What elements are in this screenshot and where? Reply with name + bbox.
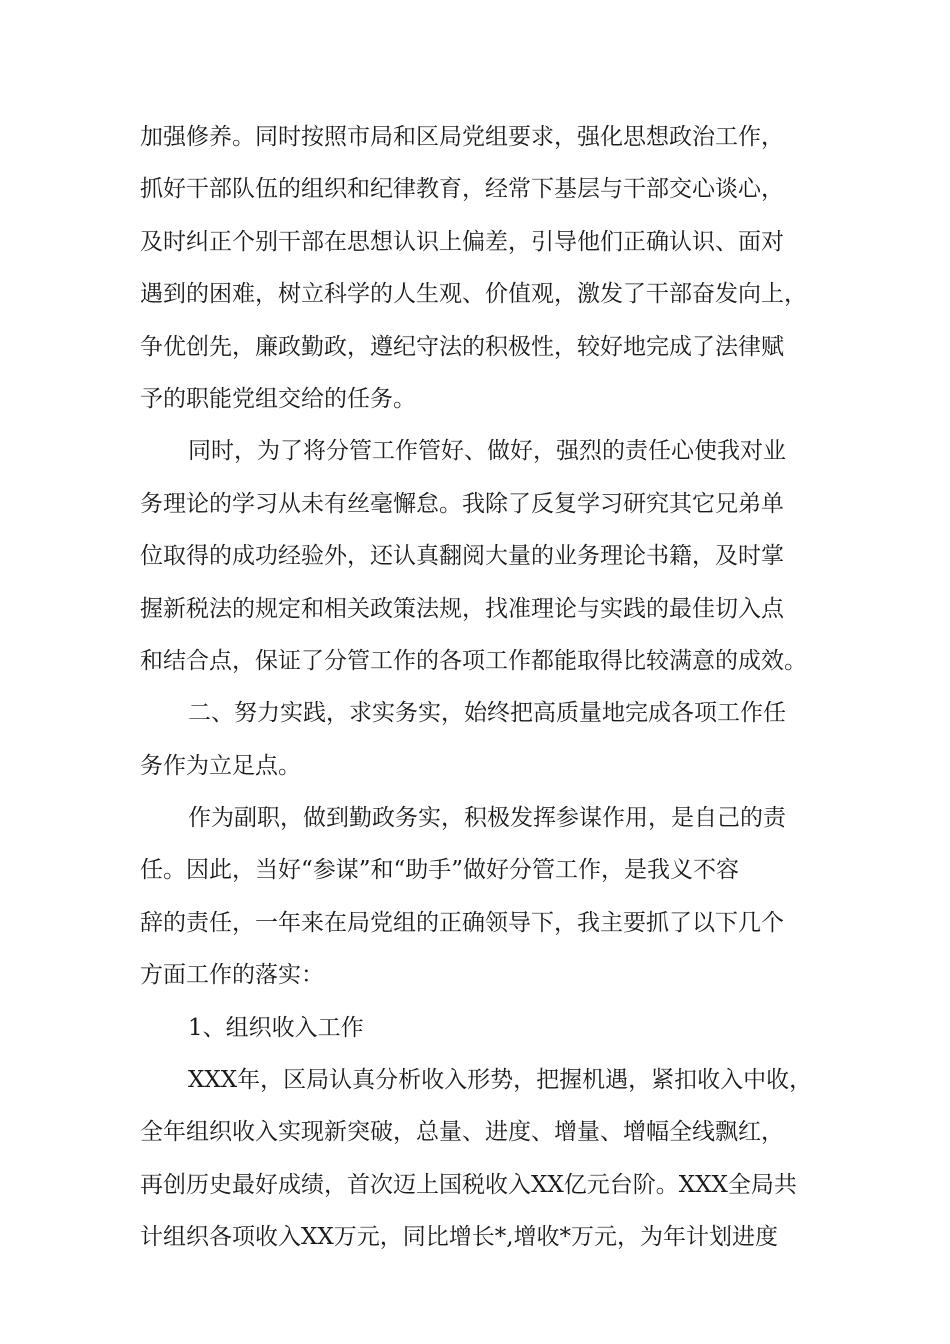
- text-line: 任。因此，当好“参谋”和“助手”做好分管工作，是我义不容: [140, 857, 740, 884]
- paragraph-start-line: 同时，为了将分管工作管好、做好，强烈的责任心使我对业: [188, 438, 786, 465]
- text-line: 位取得的成功经验外，还认真翻阅大量的业务理论书籍，及时掌: [140, 543, 784, 570]
- text-line: 握新税法的规定和相关政策法规，找准理论与实践的最佳切入点: [140, 595, 784, 622]
- text-line: 予的职能党组交给的任务。: [140, 385, 416, 412]
- text-line: 务理论的学习从未有丝毫懈怠。我除了反复学习研究其它兄弟单: [140, 490, 784, 517]
- text-line: 全年组织收入实现新突破，总量、进度、增量、增幅全线飘红，: [140, 1119, 784, 1146]
- text-line: 辞的责任，一年来在局党组的正确领导下，我主要抓了以下几个: [140, 909, 784, 936]
- text-line: 再创历史最好成绩，首次迈上国税收入XX亿元台阶。XXX全局共: [140, 1171, 797, 1198]
- text-line: 计组织各项收入XX万元，同比增长*,增收*万元，为年计划进度: [140, 1224, 779, 1251]
- text-line: 抓好干部队伍的组织和纪律教育，经常下基层与干部交心谈心，: [140, 176, 784, 203]
- section-heading-line: 二、努力实践，求实务实，始终把高质量地完成各项工作任: [188, 700, 786, 727]
- paragraph-start-line: 作为副职，做到勤政务实，积极发挥参谋作用，是自己的责: [188, 805, 786, 832]
- text-line: 方面工作的落实：: [140, 962, 324, 989]
- subsection-heading: 1、组织收入工作: [188, 1014, 364, 1041]
- text-line: 遇到的困难，树立科学的人生观、价值观，激发了干部奋发向上，: [140, 281, 807, 308]
- text-line: 争优创先，廉政勤政，遵纪守法的积极性，较好地完成了法律赋: [140, 333, 784, 360]
- section-heading-line: 务作为立足点。: [140, 752, 301, 779]
- text-line: 及时纠正个别干部在思想认识上偏差，引导他们正确认识、面对: [140, 228, 784, 255]
- text-line: 加强修养。同时按照市局和区局党组要求，强化思想政治工作，: [140, 124, 784, 150]
- paragraph-start-line: XXX年，区局认真分析收入形势，把握机遇，紧扣收入中收，: [188, 1067, 813, 1094]
- text-line: 和结合点，保证了分管工作的各项工作都能取得比较满意的成效。: [140, 647, 807, 674]
- document-body: [140, 111, 840, 1264]
